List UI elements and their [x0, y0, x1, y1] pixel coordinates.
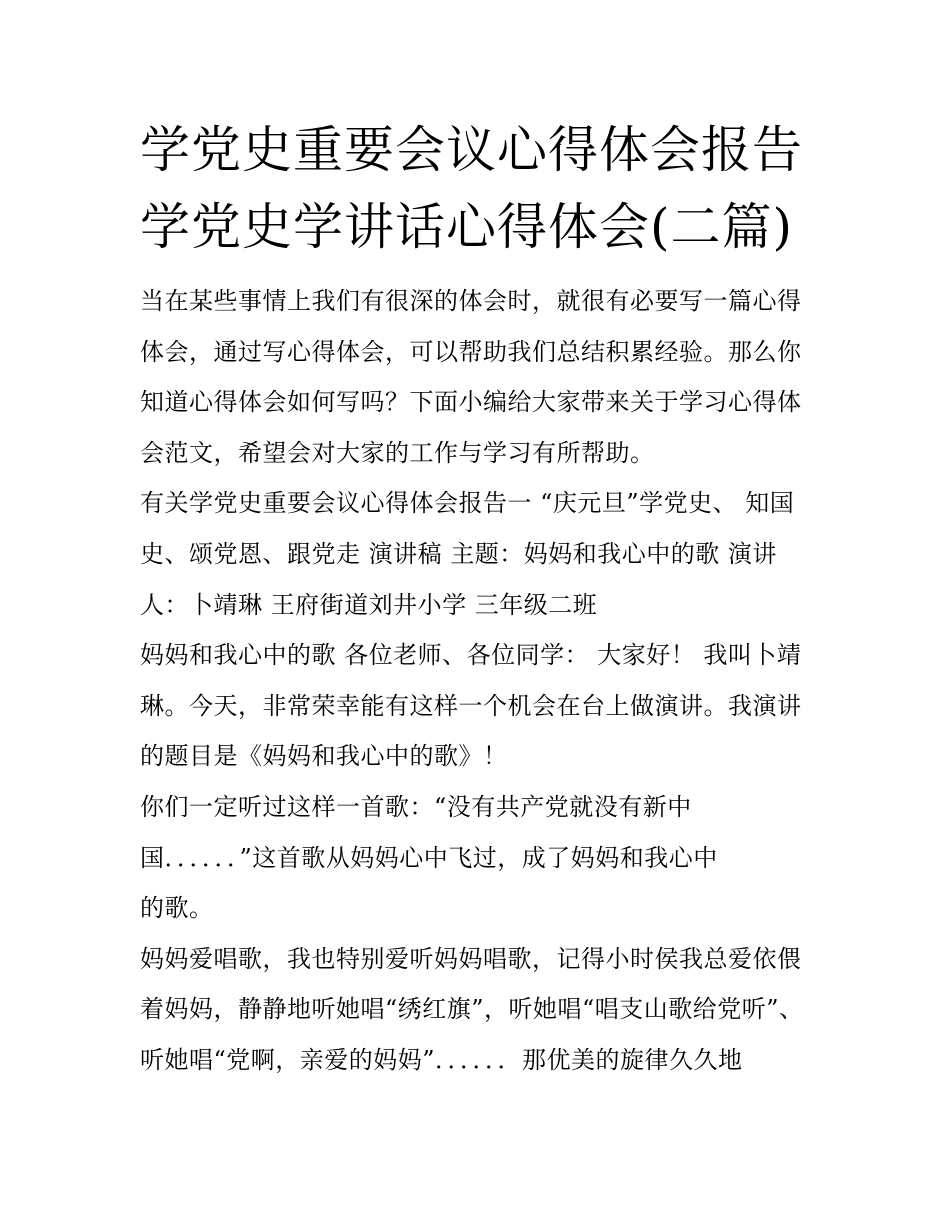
title-line-2: 学党史学讲话心得体会(二篇)	[140, 198, 794, 256]
body-line: 的题目是《妈妈和我心中的歌》！	[140, 742, 508, 771]
document-title	[140, 112, 820, 266]
body-line: 妈妈和我心中的歌 各位老师、各位同学： 大家好！ 我叫卜靖	[140, 641, 802, 670]
body-line: 体会，通过写心得体会，可以帮助我们总结积累经验。那么你	[140, 337, 802, 366]
body-line: 史、颂党恩、跟党走 演讲稿 主题：妈妈和我心中的歌 演讲	[140, 539, 777, 568]
body-line: 的歌。	[140, 894, 214, 923]
body-line: 妈妈爱唱歌，我也特别爱听妈妈唱歌，记得小时侯我总爱依偎	[140, 944, 802, 973]
body-line: 有关学党史重要会议心得体会报告一 “庆元旦”学党史、 知国	[140, 489, 795, 518]
body-line: 会范文，希望会对大家的工作与学习有所帮助。	[140, 438, 655, 467]
body-line: 知道心得体会如何写吗？下面小编给大家带来关于学习心得体	[140, 388, 802, 417]
body-line: 琳。今天，非常荣幸能有这样一个机会在台上做演讲。我演讲	[140, 691, 802, 720]
body-line: 着妈妈，静静地听她唱“绣红旗”，听她唱“唱支山歌给党听”、	[140, 995, 804, 1024]
document-body	[140, 276, 820, 1086]
body-line: 你们一定听过这样一首歌：“没有共产党就没有新中	[140, 792, 692, 821]
body-line: 当在某些事情上我们有很深的体会时，就很有必要写一篇心得	[140, 287, 802, 315]
title-line-1: 学党史重要会议心得体会报告	[140, 121, 803, 179]
body-line: 听她唱“党啊，亲爱的妈妈”．．．．．．那优美的旋律久久地	[140, 1045, 743, 1074]
body-line: 人：卜靖琳 王府街道刘井小学 三年级二班	[140, 590, 598, 619]
body-line: 国．．．．．．”这首歌从妈妈心中飞过，成了妈妈和我心中	[140, 843, 718, 872]
